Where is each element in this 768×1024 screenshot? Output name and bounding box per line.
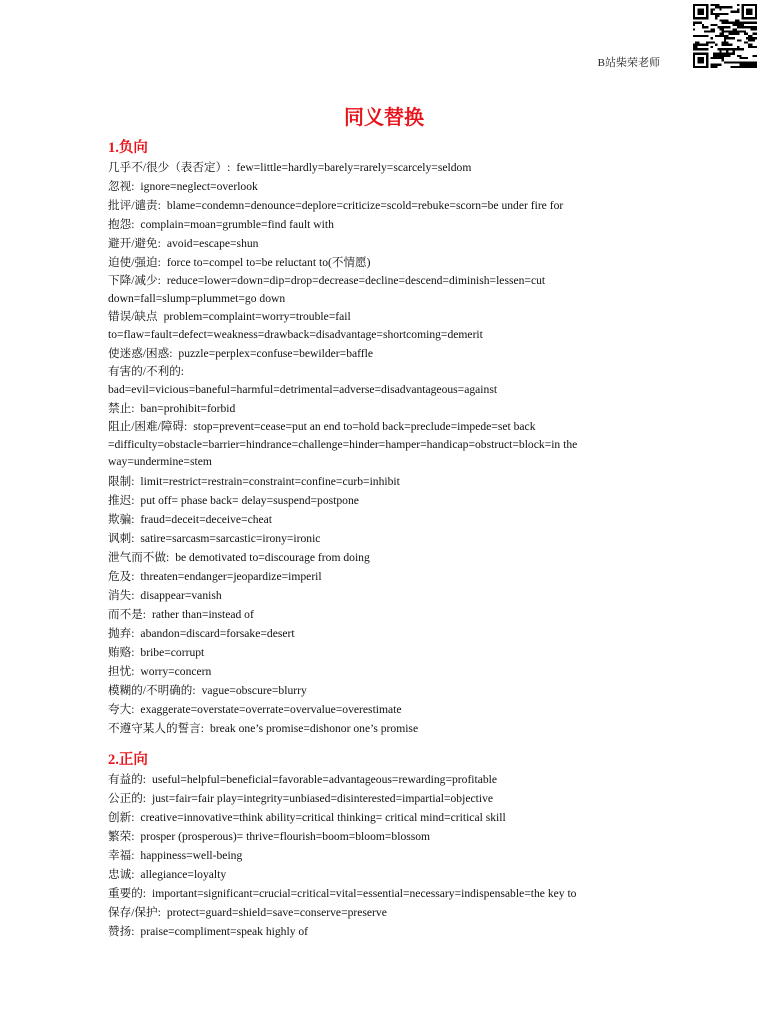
synonym-entry xyxy=(108,472,668,491)
synonym-entry xyxy=(108,700,668,719)
entry-english: break one’s promise=dishonor one’s promise xyxy=(209,721,419,735)
entry-english: protect=guard=shield=save=conserve=preserve xyxy=(166,905,387,919)
entry-english: bribe=corrupt xyxy=(140,645,205,659)
synonym-entry xyxy=(108,196,668,215)
entry-chinese: 阻止/困难/障碍: xyxy=(108,420,188,433)
entry-english: allegiance=loyalty xyxy=(140,867,227,881)
synonym-entry xyxy=(108,510,668,529)
entry-english-continued: =difficulty=obstacle=barrier=hindrance=challenge=hinder=hamper=handicap=obstruct=block=in the xyxy=(108,437,578,451)
synonym-entry xyxy=(108,418,668,471)
entry-english: important=significant=crucial=critical=vital=essential=necessary=indispensable=the key to xyxy=(152,886,577,900)
synonym-entry xyxy=(108,624,668,643)
entry-chinese: 保存/保护: xyxy=(108,905,161,919)
entry-english: vague=obscure=blurry xyxy=(201,683,307,697)
synonym-entry xyxy=(108,344,668,363)
entry-chinese: 推迟: xyxy=(108,493,135,507)
entry-chinese: 赞扬: xyxy=(108,924,135,938)
entry-chinese: 贿赂: xyxy=(108,645,135,659)
synonym-entry xyxy=(108,529,668,548)
synonym-entry xyxy=(108,253,668,272)
synonym-content xyxy=(108,138,668,953)
author-label: B站柴荣老师 xyxy=(597,57,660,69)
synonym-entry xyxy=(108,272,668,307)
synonym-entry xyxy=(108,903,668,922)
entry-chinese: 错误/缺点 xyxy=(108,310,158,323)
synonym-entry xyxy=(108,884,668,903)
synonym-entry xyxy=(108,491,668,510)
entry-english-continued: way=undermine=stem xyxy=(108,455,212,468)
synonym-entry xyxy=(108,846,668,865)
entry-english: be demotivated to=discourage from doing xyxy=(175,550,370,564)
entry-chinese: 危及: xyxy=(108,569,135,583)
entry-list-positive xyxy=(108,770,668,941)
synonym-entry xyxy=(108,827,668,846)
synonym-entry xyxy=(108,643,668,662)
section-heading-positive: 2.正向 xyxy=(108,751,148,768)
entry-english: exaggerate=overstate=overrate=overvalue=overestimate xyxy=(140,702,402,716)
synonym-entry xyxy=(108,308,668,343)
entry-english: force to=compel to=be reluctant to(不情愿) xyxy=(166,256,371,269)
entry-english: fraud=deceit=deceive=cheat xyxy=(140,512,273,526)
entry-chinese: 泄气而不做: xyxy=(108,550,170,564)
entry-chinese: 繁荣: xyxy=(108,829,135,843)
entry-english: avoid=escape=shun xyxy=(166,237,259,250)
entry-english: stop=prevent=cease=put an end to=hold back=preclude=impede=set back xyxy=(193,420,536,433)
entry-chinese: 迫使/强迫: xyxy=(108,256,161,269)
entry-english: complain=moan=grumble=find fault with xyxy=(140,218,334,231)
entry-english: threaten=endanger=jeopardize=imperil xyxy=(140,569,322,583)
entry-chinese: 而不是: xyxy=(108,607,147,621)
synonym-entry xyxy=(108,158,668,177)
synonym-entry xyxy=(108,922,668,941)
entry-chinese: 欺骗: xyxy=(108,512,135,526)
qr-code-icon xyxy=(693,4,757,68)
entry-english: blame=condemn=denounce=deplore=criticize=scold=rebuke=scorn=be under fire for xyxy=(166,199,564,212)
entry-english: few=little=hardly=barely=rarely=scarcely=seldom xyxy=(236,161,472,174)
entry-chinese: 重要的: xyxy=(108,886,147,900)
entry-chinese: 几乎不/很少（表否定）: xyxy=(108,161,231,174)
entry-english: problem=complaint=worry=trouble=fail xyxy=(163,310,351,323)
synonym-entry xyxy=(108,681,668,700)
entry-english: creative=innovative=think ability=critical thinking= critical mind=critical skill xyxy=(140,810,506,824)
entry-chinese: 夸大: xyxy=(108,702,135,716)
synonym-entry xyxy=(108,789,668,808)
entry-english: put off= phase back= delay=suspend=postpone xyxy=(140,493,359,507)
entry-english-continued: bad=evil=vicious=baneful=harmful=detrimental=adverse=disadvantageous=against xyxy=(108,382,498,396)
entry-english: disappear=vanish xyxy=(140,588,222,602)
entry-chinese: 讽刺: xyxy=(108,531,135,545)
synonym-entry xyxy=(108,234,668,253)
synonym-entry xyxy=(108,865,668,884)
entry-english: useful=helpful=beneficial=favorable=advantageous=rewarding=profitable xyxy=(152,772,498,786)
section-positive xyxy=(108,750,668,941)
entry-english: limit=restrict=restrain=constraint=confine=curb=inhibit xyxy=(140,474,400,488)
entry-chinese: 模糊的/不明确的: xyxy=(108,683,196,697)
section-negative xyxy=(108,138,668,738)
entry-list-negative xyxy=(108,158,668,738)
entry-english: rather than=instead of xyxy=(152,607,254,621)
entry-english: abandon=discard=forsake=desert xyxy=(140,626,295,640)
entry-english: praise=compliment=speak highly of xyxy=(140,924,309,938)
entry-chinese: 创新: xyxy=(108,810,135,824)
entry-english-continued: down=fall=slump=plummet=go down xyxy=(108,291,286,305)
entry-english: satire=sarcasm=sarcastic=irony=ironic xyxy=(140,531,321,545)
synonym-entry xyxy=(108,177,668,196)
entry-english: puzzle=perplex=confuse=bewilder=baffle xyxy=(178,347,374,360)
entry-chinese: 批评/谴责: xyxy=(108,199,161,212)
entry-chinese: 抱怨: xyxy=(108,218,135,231)
synonym-entry xyxy=(108,808,668,827)
entry-chinese: 抛弃: xyxy=(108,626,135,640)
entry-chinese: 不遵守某人的誓言: xyxy=(108,721,204,735)
entry-chinese: 有害的/不利的: xyxy=(108,365,185,378)
entry-chinese: 消失: xyxy=(108,588,135,602)
entry-chinese: 担忧: xyxy=(108,664,135,678)
entry-chinese: 忠诚: xyxy=(108,867,135,881)
synonym-entry xyxy=(108,662,668,681)
entry-english: ignore=neglect=overlook xyxy=(140,180,258,193)
synonym-entry xyxy=(108,605,668,624)
entry-chinese: 使迷惑/困惑: xyxy=(108,347,173,360)
entry-english: reduce=lower=down=dip=drop=decrease=decline=descend=diminish=lessen=cut xyxy=(166,274,546,287)
entry-chinese: 限制: xyxy=(108,474,135,488)
synonym-entry xyxy=(108,586,668,605)
entry-chinese: 忽视: xyxy=(108,180,135,193)
entry-english: happiness=well-being xyxy=(140,848,243,862)
entry-chinese: 避开/避免: xyxy=(108,237,161,250)
entry-english: prosper (prosperous)= thrive=flourish=boom=bloom=blossom xyxy=(140,829,431,843)
page-title: 同义替换 xyxy=(344,107,424,129)
entry-chinese: 有益的: xyxy=(108,772,147,786)
entry-english: ban=prohibit=forbid xyxy=(140,402,236,415)
synonym-entry xyxy=(108,719,668,738)
entry-chinese: 禁止: xyxy=(108,402,135,415)
synonym-entry xyxy=(108,363,668,398)
synonym-entry xyxy=(108,567,668,586)
entry-english: just=fair=fair play=integrity=unbiased=disinterested=impartial=objective xyxy=(152,791,494,805)
synonym-entry xyxy=(108,548,668,567)
entry-chinese: 幸福: xyxy=(108,848,135,862)
entry-english: worry=concern xyxy=(140,664,212,678)
entry-chinese: 公正的: xyxy=(108,791,147,805)
synonym-entry xyxy=(108,215,668,234)
entry-chinese: 下降/减少: xyxy=(108,274,161,287)
synonym-entry xyxy=(108,399,668,418)
entry-english-continued: to=flaw=fault=defect=weakness=drawback=disadvantage=shortcoming=demerit xyxy=(108,327,483,341)
section-heading-negative: 1.负向 xyxy=(108,140,148,156)
synonym-entry xyxy=(108,770,668,789)
